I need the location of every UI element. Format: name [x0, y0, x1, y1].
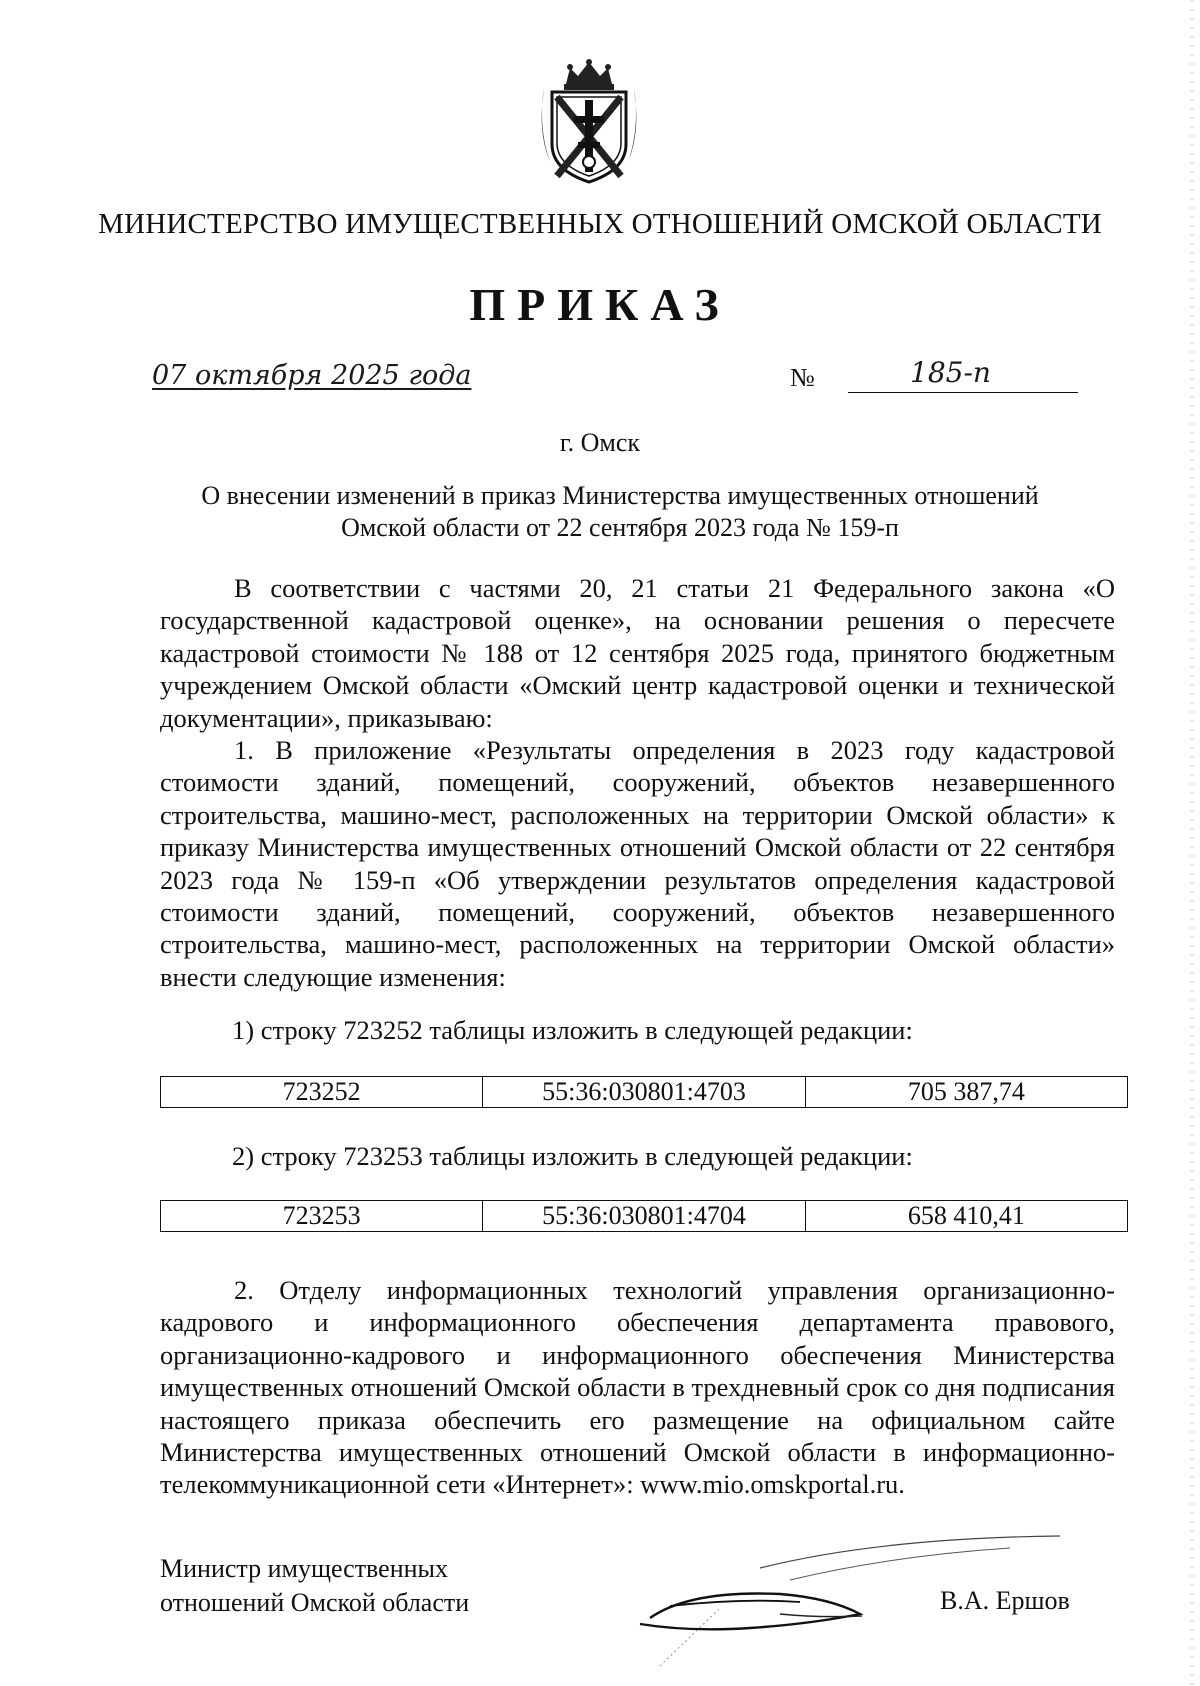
replacement-row-table-2 — [160, 1200, 1128, 1232]
cadastral-value-cell: 658 410,41 — [805, 1201, 1127, 1232]
replacement-row-table-1 — [160, 1076, 1128, 1108]
handwritten-number: 185-п — [910, 356, 991, 389]
coat-of-arms-emblem — [536, 58, 642, 186]
scan-edge-artifact — [1190, 0, 1194, 1686]
subitem-2-text: 2) строку 723253 таблицы изложить в следующей редакции: — [232, 1141, 913, 1171]
subject-line-1: О внесении изменений в приказ Министерства имущественных отношений — [201, 481, 1039, 510]
signer-position — [160, 1552, 469, 1620]
row-number-cell: 723253 — [161, 1201, 483, 1232]
item-2-paragraph: 2. Отделу информационных технологий управления организационно-кадрового и информационного обеспечения департамента правового, организационно-кадрового и информационного обеспечения Министерства имущественных отношений Омской области в трехдневный срок со дня подписания настоящего приказа обеспечить его размещение на официальном сайте Министерства имущественных отношений Омской области в информационно-телекоммуникационной сети «Интернет»: www.mio.omskportal.ru. — [160, 1275, 1115, 1500]
cadastral-number-cell: 55:36:030801:4703 — [483, 1077, 805, 1108]
preamble-paragraph: В соответствии с частями 20, 21 статьи 21 Федерального закона «О государственной кадастровой оценке», на основании решения о пересчете кадастровой стоимости № 188 от 12 сентября 2025 года, принятого бюджетным учреждением Омской области «Омский центр кадастровой оценки и технической документации», приказываю: — [160, 573, 1115, 733]
cadastral-number-cell: 55:36:030801:4704 — [483, 1201, 805, 1232]
subject-line-2: Омской области от 22 сентября 2023 года № 159-п — [341, 513, 899, 542]
signer-name: В.А. Ершов — [940, 1586, 1070, 1615]
number-label: № — [790, 363, 815, 392]
table-row — [161, 1077, 1128, 1108]
cadastral-value-cell: 705 387,74 — [805, 1077, 1127, 1108]
signer-position-line-1: Министр имущественных — [160, 1554, 449, 1583]
number-underline — [848, 392, 1078, 393]
handwritten-date: 07 октября 2025 года — [152, 360, 472, 391]
city-name: г. Омск — [559, 428, 641, 457]
row-number-cell: 723252 — [161, 1077, 483, 1108]
signer-position-line-2: отношений Омской области — [160, 1588, 470, 1617]
subitem-1-text: 1) строку 723252 таблицы изложить в следующей редакции: — [232, 1015, 913, 1045]
table-row — [161, 1201, 1128, 1232]
ministry-name: МИНИСТЕРСТВО ИМУЩЕСТВЕННЫХ ОТНОШЕНИЙ ОМСКОЙ ОБЛАСТИ — [98, 208, 1102, 240]
order-subject — [160, 480, 1080, 544]
item-1-paragraph: 1. В приложение «Результаты определения в 2023 году кадастровой стоимости зданий, помещений, сооружений, объектов незавершенного строительства, машино-мест, расположенных на территории Омской области» к приказу Министерства имущественных отношений Омской области от 22 сентября 2023 года № 159-п «Об утверждении результатов определения кадастровой стоимости зданий, помещений, сооружений, объектов незавершенного строительства, машино-мест, расположенных на территории Омской области» внести следующие изменения: — [160, 735, 1115, 992]
document-type-title: ПРИКАЗ — [469, 279, 731, 330]
